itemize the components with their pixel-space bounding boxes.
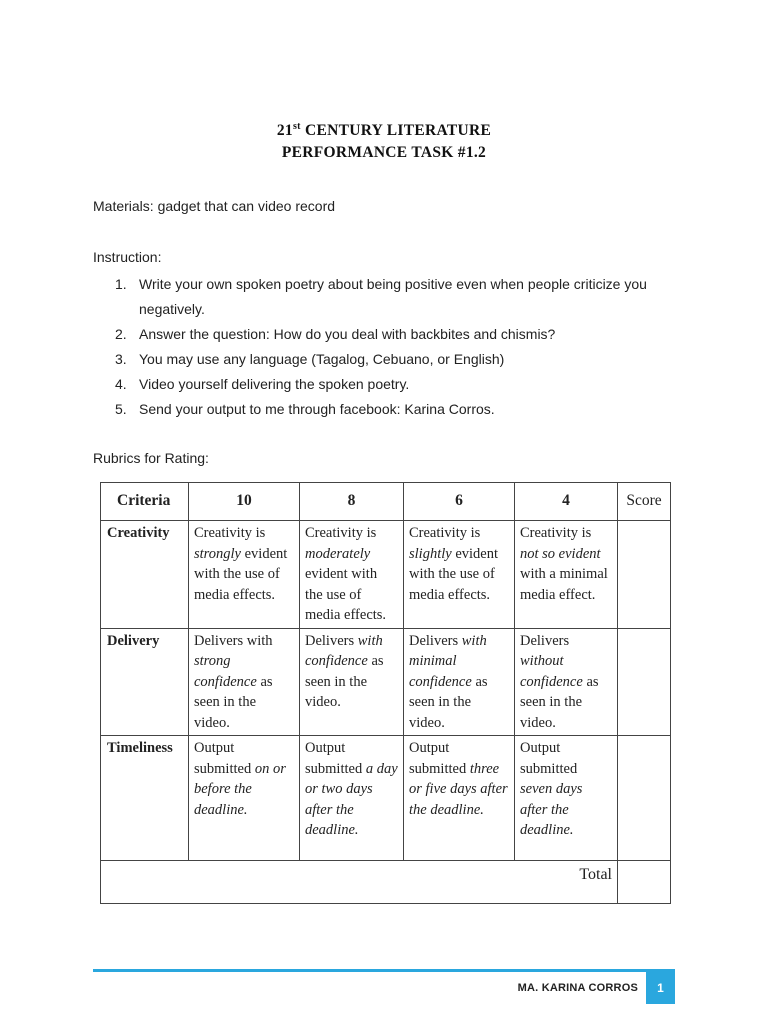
- cell-text: Creativity is: [194, 525, 266, 541]
- instruction-list: [93, 272, 683, 422]
- table-row: [101, 628, 671, 736]
- list-text: Send your output to me through facebook: Karina Corros.: [139, 401, 495, 417]
- footer-author: MA. KARINA CORROS: [517, 982, 638, 994]
- list-item: [93, 322, 683, 347]
- cell-emphasis: not so evident: [520, 545, 601, 562]
- list-number: 4.: [115, 376, 127, 392]
- header-score: Score: [618, 483, 671, 521]
- cell-emphasis: on or before the deadline.: [194, 760, 286, 818]
- list-text: Video yourself delivering the spoken poetry.: [139, 376, 410, 392]
- cell-text: Creativity is: [305, 525, 377, 541]
- list-number: 1.: [115, 276, 127, 292]
- document-title: [0, 120, 768, 164]
- list-number: 3.: [115, 351, 127, 367]
- cell-text: Output submitted: [305, 740, 366, 777]
- header-8: 8: [300, 483, 404, 521]
- list-text: Answer the question: How do you deal with backbites and chismis?: [139, 326, 556, 342]
- title-line-1: [0, 120, 768, 142]
- list-item: [93, 272, 683, 322]
- list-text: You may use any language (Tagalog, Cebuano, or English): [139, 351, 505, 367]
- title-text: CENTURY LITERATURE: [300, 122, 492, 139]
- list-number: 5.: [115, 401, 127, 417]
- list-item: [93, 397, 683, 422]
- cell-emphasis: seven days after the deadline.: [520, 781, 583, 838]
- instruction-label: Instruction:: [93, 249, 162, 265]
- cell-text: Delivers: [409, 632, 462, 649]
- table-row: [101, 521, 671, 629]
- cell-text: as seen in the video.: [194, 673, 273, 731]
- row-label-creativity: Creativity: [101, 521, 189, 629]
- cell-text: as seen in the video.: [520, 673, 599, 731]
- page-number: 1: [646, 972, 675, 1004]
- cell-emphasis: with minimal confidence: [409, 632, 487, 690]
- score-cell: [618, 521, 671, 629]
- table-cell: [189, 736, 300, 861]
- title-superscript: st: [292, 120, 301, 132]
- cell-text: as seen in the video.: [305, 653, 384, 710]
- cell-emphasis: a day or two days after the deadline.: [305, 760, 398, 838]
- total-row: [101, 861, 671, 904]
- cell-text: Output submitted: [520, 740, 578, 777]
- cell-text: evident with the use of media effects.: [409, 545, 499, 603]
- cell-text: Delivers with: [194, 632, 273, 649]
- list-item: [93, 347, 683, 372]
- cell-emphasis: three or five days after the deadline.: [409, 760, 508, 818]
- cell-emphasis: strong confidence: [194, 653, 257, 690]
- cell-text: Output submitted: [409, 740, 470, 777]
- list-item: [93, 372, 683, 397]
- table-cell: [515, 736, 618, 861]
- header-10: 10: [189, 483, 300, 521]
- table-cell: [300, 521, 404, 629]
- cell-emphasis: without confidence: [520, 653, 583, 690]
- cell-emphasis: slightly: [409, 545, 452, 562]
- cell-emphasis: moderately: [305, 545, 371, 562]
- cell-text: Delivers: [520, 632, 570, 649]
- total-score-cell: [618, 861, 671, 904]
- table-cell: [404, 521, 515, 629]
- rubric-table: [100, 482, 671, 904]
- cell-text: Creativity is: [520, 525, 592, 541]
- header-4: 4: [515, 483, 618, 521]
- table-cell: [189, 628, 300, 736]
- list-text: Write your own spoken poetry about being positive even when people criticize you negatively.: [139, 276, 647, 317]
- header-criteria: Criteria: [101, 483, 189, 521]
- cell-text: Creativity is: [409, 525, 481, 541]
- title-number: 21: [276, 122, 293, 139]
- score-cell: [618, 628, 671, 736]
- cell-text: Delivers: [305, 632, 358, 649]
- cell-emphasis: strongly: [194, 545, 241, 562]
- table-cell: [404, 736, 515, 861]
- row-label-timeliness: Timeliness: [101, 736, 189, 861]
- materials-text: Materials: gadget that can video record: [93, 198, 336, 214]
- cell-text: evident with the use of media effects.: [305, 566, 387, 623]
- cell-text: with a minimal media effect.: [520, 566, 608, 603]
- score-cell: [618, 736, 671, 861]
- rubrics-label: Rubrics for Rating:: [93, 450, 209, 466]
- cell-emphasis: with confidence: [305, 632, 383, 669]
- total-label: Total: [101, 861, 618, 904]
- table-cell: [515, 521, 618, 629]
- cell-text: evident with the use of media effects.: [194, 545, 288, 603]
- table-cell: [515, 628, 618, 736]
- list-number: 2.: [115, 326, 127, 342]
- header-6: 6: [404, 483, 515, 521]
- table-row: [101, 736, 671, 861]
- title-line-2: PERFORMANCE TASK #1.2: [281, 144, 487, 161]
- table-header-row: [101, 483, 671, 521]
- table-cell: [300, 628, 404, 736]
- table-cell: [300, 736, 404, 861]
- table-cell: [189, 521, 300, 629]
- footer-divider: [93, 969, 675, 972]
- cell-text: Output submitted: [194, 740, 255, 777]
- cell-text: as seen in the video.: [409, 673, 488, 731]
- table-cell: [404, 628, 515, 736]
- row-label-delivery: Delivery: [101, 628, 189, 736]
